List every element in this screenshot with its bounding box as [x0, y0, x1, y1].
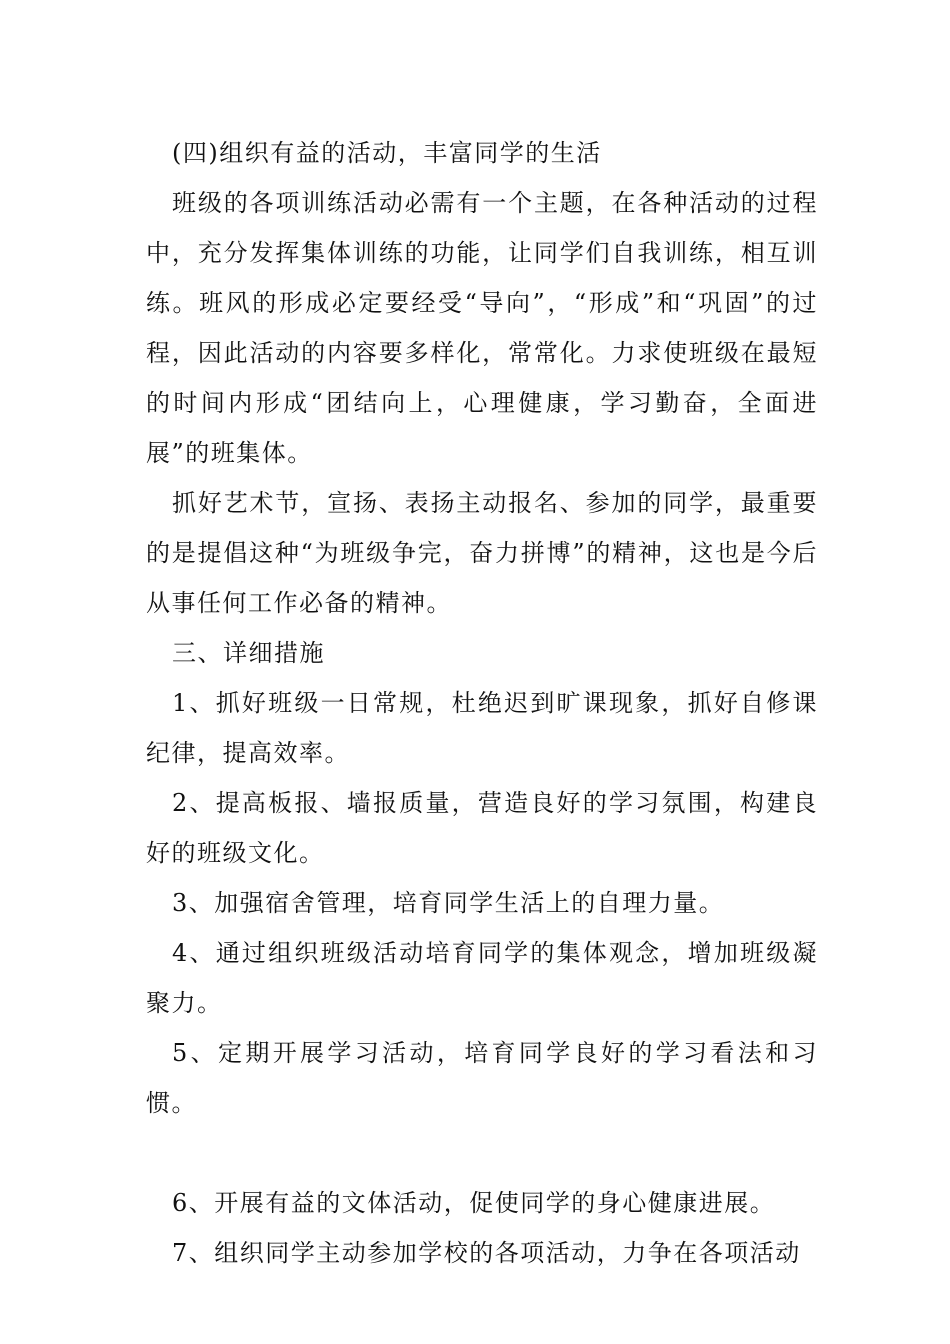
section-heading-activities: (四)组织有益的活动，丰富同学的生活 — [172, 139, 602, 167]
paragraph-art-festival: 抓好艺术节，宣扬、表扬主动报名、参加的同学，最重要的是提倡这种“为班级争完，奋力拼博”的精神，这也是今后从事任何工作必备的精神。 — [146, 489, 818, 617]
measure-item-7: 7、组织同学主动参加学校的各项活动，力争在各项活动 — [172, 1239, 801, 1267]
document-body — [146, 128, 818, 1278]
measure-item-1: 1、抓好班级一日常规，杜绝迟到旷课现象，抓好自修课纪律，提高效率。 — [146, 689, 818, 767]
measure-item-2: 2、提高板报、墙报质量，营造良好的学习氛围，构建良好的班级文化。 — [146, 789, 818, 867]
blank-line — [146, 1128, 818, 1178]
paragraph-activity-theme: 班级的各项训练活动必需有一个主题，在各种活动的过程中，充分发挥集体训练的功能，让同学们自我训练，相互训练。班风的形成必定要经受“导向”，“形成”和“巩固”的过程，因此活动的内容要多样化，常常化。力求使班级在最短的时间内形成“团结向上，心理健康，学习勤奋，全面进展”的班集体。 — [146, 189, 818, 467]
measure-item-5: 5、定期开展学习活动，培育同学良好的学习看法和习惯。 — [146, 1039, 818, 1117]
section-heading-measures: 三、详细措施 — [172, 639, 325, 667]
measure-item-3: 3、加强宿舍管理，培育同学生活上的自理力量。 — [172, 889, 725, 917]
measure-item-4: 4、通过组织班级活动培育同学的集体观念，增加班级凝聚力。 — [146, 939, 818, 1017]
measure-item-6: 6、开展有益的文体活动，促使同学的身心健康进展。 — [172, 1189, 776, 1217]
